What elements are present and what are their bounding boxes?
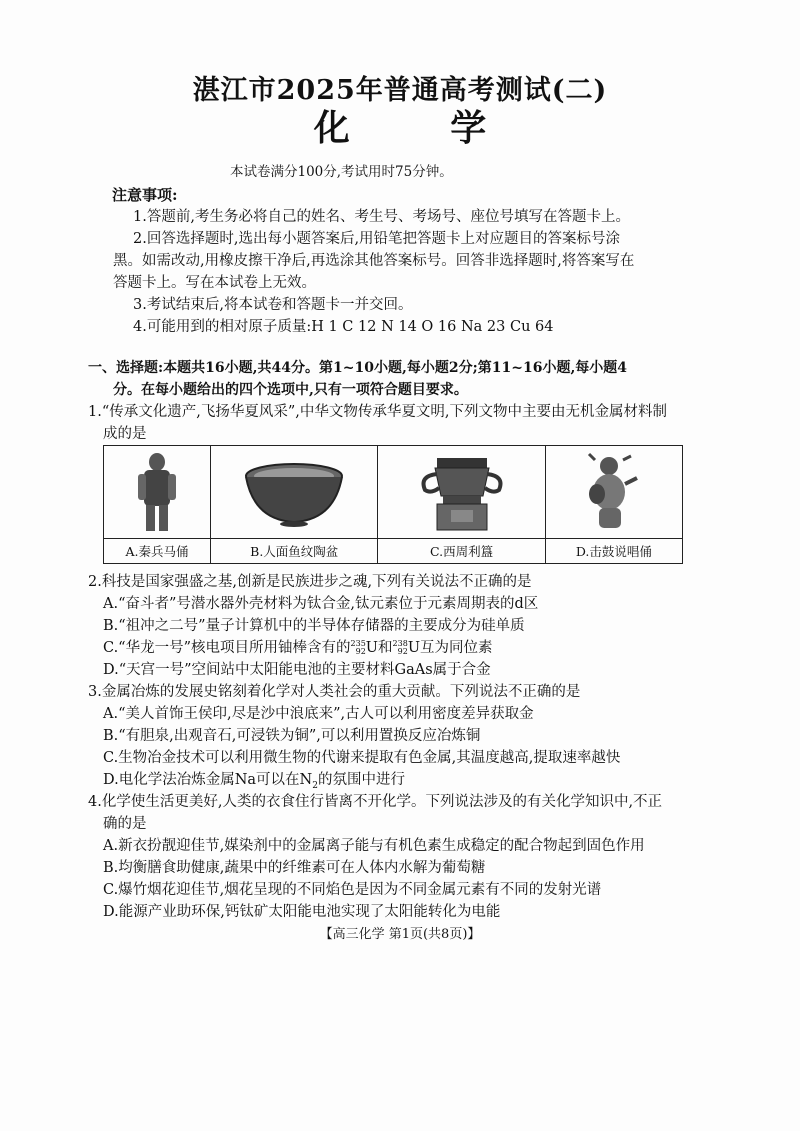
q2-option-c-post: U互为同位素: [407, 640, 493, 656]
artifact-image-c: [378, 446, 545, 539]
q3-option-d-pre: D.电化学法冶炼金属Na可以在N: [103, 772, 313, 788]
terracotta-warrior-icon: [122, 450, 192, 534]
section-heading-line2: 分。在每小题给出的四个选项中,只有一项符合题目要求。: [113, 382, 468, 398]
q1-stem-line1: 1.“传承文化遗产,飞扬华夏风采”,中华文物传承华夏文明,下列文物中主要由无机金属材料制: [88, 404, 667, 420]
q2-option-d: D.“天宫一号”空间站中太阳能电池的主要材料GaAs属于合金: [103, 662, 491, 678]
q3-option-b: B.“有胆泉,出观音石,可浸铁为铜”,可以利用置换反应冶炼铜: [103, 728, 481, 744]
q4-option-d: D.能源产业助环保,钙钛矿太阳能电池实现了太阳能转化为电能: [103, 904, 501, 920]
subject-title: 化 学: [313, 107, 531, 149]
page-footer: 【高三化学 第1页(共8页)】: [319, 927, 481, 942]
mass-number-235: 235: [350, 639, 366, 648]
drum-figurine-icon: [569, 450, 659, 534]
artifact-caption-b: B.人面鱼纹陶盆: [211, 539, 378, 564]
q3-option-d-post: 的氛围中进行: [317, 772, 405, 788]
pottery-basin-icon: [239, 450, 349, 534]
artifact-image-d: [545, 446, 682, 539]
artifact-caption-a: A.秦兵马俑: [104, 539, 211, 564]
exam-intro: 本试卷满分100分,考试用时75分钟。: [230, 164, 453, 180]
notice-item-2c: 答题卡上。写在本试卷上无效。: [113, 275, 316, 291]
q1-stem-line2: 成的是: [103, 426, 147, 442]
q2-option-a: A.“奋斗者”号潜水器外壳材料为钛合金,钛元素位于元素周期表的d区: [103, 596, 539, 612]
mass-number-238: 238: [392, 639, 408, 648]
bronze-gui-icon: [407, 450, 517, 534]
artifact-table: [103, 445, 683, 564]
artifact-caption-d: D.击鼓说唱俑: [545, 539, 682, 564]
artifact-caption-c: C.西周利簋: [378, 539, 545, 564]
q3-stem: 3.金属冶炼的发展史铭刻着化学对人类社会的重大贡献。下列说法不正确的是: [88, 684, 581, 700]
exam-title: 湛江市2025年普通高考测试(二): [192, 75, 608, 106]
q2-option-b: B.“祖冲之二号”量子计算机中的半导体存储器的主要成分为硅单质: [103, 618, 525, 634]
q4-option-b: B.均衡膳食助健康,蔬果中的纤维素可在人体内水解为葡萄糖: [103, 860, 486, 876]
artifact-image-b: [211, 446, 378, 539]
q4-option-c: C.爆竹烟花迎佳节,烟花呈现的不同焰色是因为不同金属元素有不同的发射光谱: [103, 882, 602, 898]
notice-item-1: 1.答题前,考生务必将自己的姓名、考生号、考场号、座位号填写在答题卡上。: [133, 209, 630, 225]
q2-option-c-mid: U和: [365, 640, 393, 656]
section-heading-line1: 一、选择题:本题共16小题,共44分。第1~10小题,每小题2分;第11~16小题,每小题4: [88, 360, 628, 376]
atomic-number-92a: 92: [355, 647, 366, 656]
q3-option-a: A.“美人首饰王侯印,尽是沙中浪底来”,古人可以利用密度差异获取金: [103, 706, 534, 722]
notice-item-2b: 黑。如需改动,用橡皮擦干净后,再选涂其他答案标号。回答非选择题时,将答案写在: [113, 253, 635, 269]
notice-item-3: 3.考试结束后,将本试卷和答题卡一并交回。: [133, 297, 413, 313]
q4-option-a: A.新衣扮靓迎佳节,媒染剂中的金属离子能与有机色素生成稳定的配合物起到固色作用: [103, 838, 645, 854]
q4-stem-line2: 确的是: [103, 816, 147, 832]
q4-stem-line1: 4.化学使生活更美好,人类的衣食住行皆离不开化学。下列说法涉及的有关化学知识中,不正: [88, 794, 663, 810]
q2-option-c-pre: C.“华龙一号”核电项目所用铀棒含有的: [103, 640, 351, 656]
notice-item-4: 4.可能用到的相对原子质量:H 1 C 12 N 14 O 16 Na 23 Cu 64: [133, 319, 554, 335]
isotope-238-notation: [393, 640, 408, 656]
q3-option-c: C.生物冶金技术可以利用微生物的代谢来提取有色金属,其温度越高,提取速率越快: [103, 750, 621, 766]
notice-item-2a: 2.回答选择题时,选出每小题答案后,用铅笔把答题卡上对应题目的答案标号涂: [133, 231, 621, 247]
artifact-image-a: [104, 446, 211, 539]
q3-option-d-sub: 2: [312, 780, 318, 791]
notice-heading: 注意事项:: [112, 186, 178, 204]
q2-stem: 2.科技是国家强盛之基,创新是民族进步之魂,下列有关说法不正确的是: [88, 574, 532, 590]
isotope-235-notation: [351, 640, 366, 656]
atomic-number-92b: 92: [397, 647, 408, 656]
q2-option-c: [103, 637, 493, 659]
